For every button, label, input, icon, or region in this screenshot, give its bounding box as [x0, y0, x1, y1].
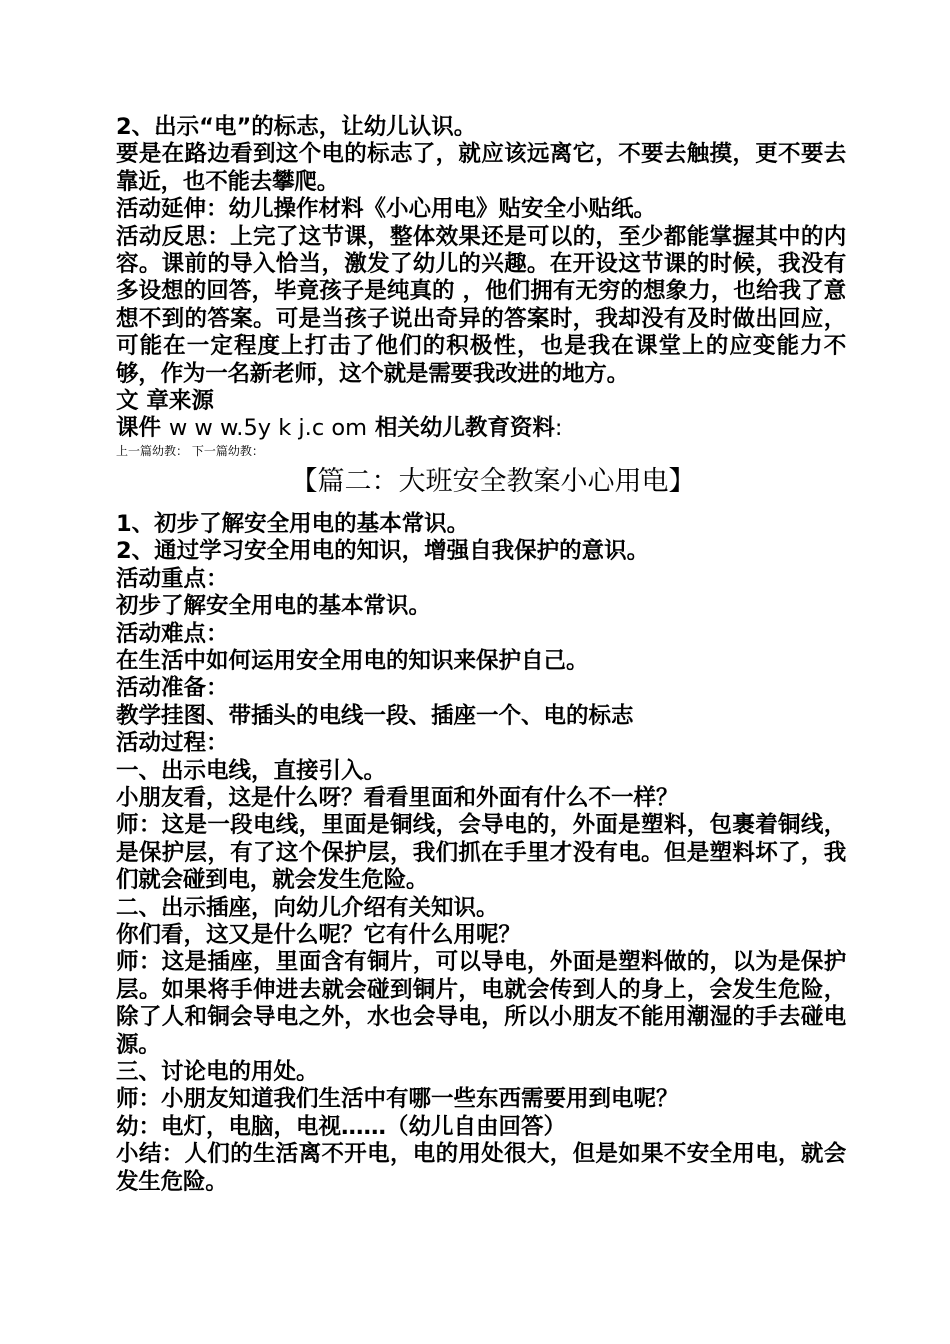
teacher-wire-explanation: 师：这是一段电线，里面是铜线，会导电的，外面是塑料，包裹着铜线，是保护层，有了这个保护层，我们抓在手里才没有电。但是塑料坏了，我们就会碰到电，就会发生危险。 — [116, 812, 846, 894]
courseware-suffix: 相关幼儿教育资料 — [374, 415, 555, 442]
step-show-sign: 2、出示“电”的标志，让幼儿认识。 — [116, 114, 477, 140]
difficulty-heading: 活动难点： — [116, 620, 229, 647]
preparation-text: 教学挂图、带插头的电线一段、插座一个、电的标志 — [116, 702, 634, 729]
difficulty-text: 在生活中如何运用安全用电的知识来保护自己。 — [116, 647, 589, 674]
child-answer: 幼：电灯，电脑，电视……（幼儿自由回答） — [116, 1113, 567, 1140]
courseware-prefix: 课件 — [116, 415, 162, 442]
section-title: 【篇二：大班安全教案小心用电】 — [290, 465, 696, 497]
preparation-heading: 活动准备： — [116, 675, 229, 702]
summary: 小结：人们的生活离不开电，电的用处很大，但是如果不安全用电，就会发生危险。 — [116, 1141, 846, 1195]
step-1-heading: 一、出示电线，直接引入。 — [116, 757, 387, 784]
step-2-heading: 二、出示插座，向幼儿介绍有关知识。 — [116, 894, 499, 921]
activity-reflection: 活动反思：上完了这节课，整体效果还是可以的，至少都能掌握其中的内容。课前的导入恰当，激发了幼儿的兴趣。在开设这节课的时候，我没有多设想的回答，毕竟孩子是纯真的 ，他们拥有无穷的想象力，也给我了意想不到的答案。可是当孩子说出奇异的答案时，我却没有及时做出回应，可能在一定程度上打击了他们的积极性，也是我在课堂上的应变能力不够，作为一名新老师，这个就是需要我改进的地方。 — [116, 223, 846, 387]
source-label: 文 章来源 — [116, 388, 214, 415]
prev-next-links[interactable]: 上一篇幼教： 下一篇幼教： — [116, 443, 264, 458]
process-heading: 活动过程： — [116, 730, 229, 757]
document-page — [116, 114, 846, 1196]
key-point-text: 初步了解安全用电的基本常识。 — [116, 593, 432, 620]
step-3-question: 师：小朋友知道我们生活中有哪一些东西需要用到电呢？ — [116, 1086, 679, 1113]
step-1-question: 小朋友看，这是什么呀？看看里面和外面有什么不一样？ — [116, 784, 679, 811]
goal-1: 1、初步了解安全用电的基本常识。 — [116, 510, 470, 537]
activity-extension: 活动延伸：幼儿操作材料《小心用电》贴安全小贴纸。 — [116, 196, 657, 223]
teacher-socket-explanation: 师：这是插座，里面含有铜片，可以导电，外面是塑料做的，以为是保护层。如果将手伸进去就会碰到铜片，电就会传到人的身上，会发生危险，除了人和铜会导电之外，水也会导电，所以小朋友不能用潮湿的手去碰电源。 — [116, 949, 846, 1058]
courseware-line — [116, 415, 846, 442]
courseware-site-link[interactable]: w w w.5y k j.c om — [168, 415, 368, 442]
courseware-colon: : — [554, 415, 563, 442]
sign-explanation: 要是在路边看到这个电的标志了，就应该远离它，不要去触摸，更不要去靠近，也不能去攀爬。 — [116, 141, 846, 195]
key-point-heading: 活动重点： — [116, 565, 229, 592]
step-3-heading: 三、讨论电的用处。 — [116, 1059, 319, 1085]
goal-2: 2、通过学习安全用电的知识，增强自我保护的意识。 — [116, 538, 650, 565]
step-2-question: 你们看，这又是什么呢？它有什么用呢？ — [116, 921, 522, 948]
